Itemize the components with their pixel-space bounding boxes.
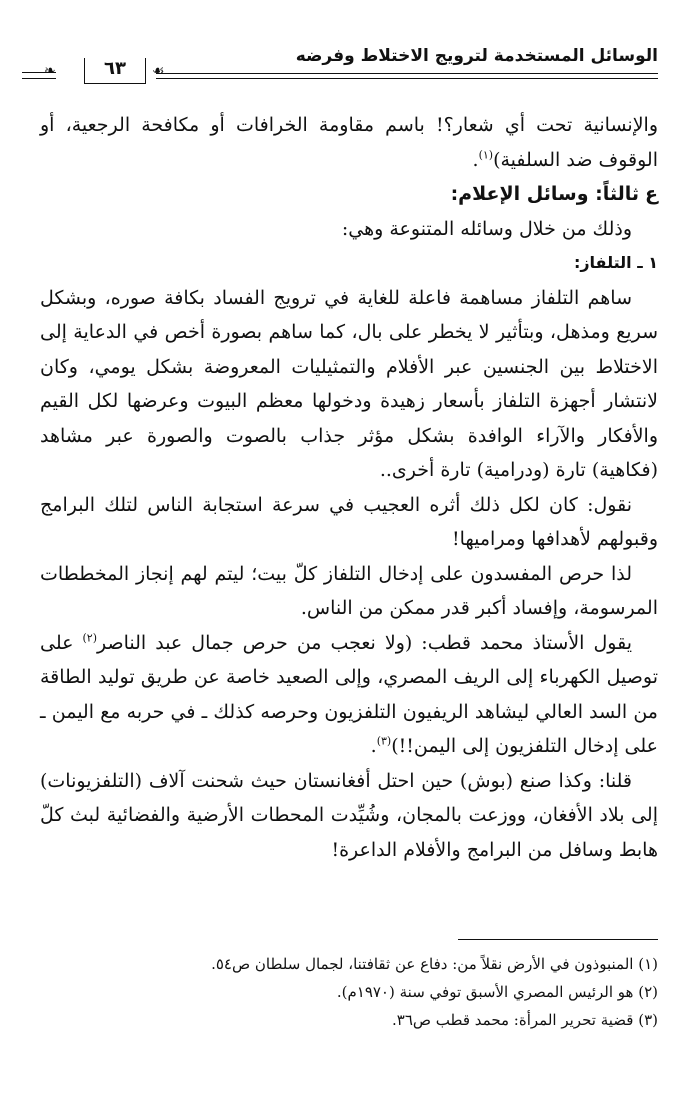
subheading-tv: ١ ـ التلفاز: <box>573 253 658 272</box>
paragraph-2: وذلك من خلال وسائله المتنوعة وهي: <box>341 217 632 240</box>
paragraph-6-text-b: على توصيل الكهرباء إلى الريف المصري، وإلى الصعيد خاصة عن طريق توليد الطاقة من السد العالي ليشاهد الريفيون التلفزيون وحرصه كذلك ـ في حربه مع اليمن ـ على إدخال التلفزيون إلى اليمن!!) <box>40 631 658 757</box>
paragraph-4: نقول: كان لكل ذلك أثره العجيب في سرعة استجابة الناس لتلك البرامج وقبولهم لأهدافها ومراميها! <box>40 493 658 550</box>
section-heading <box>40 177 658 212</box>
section-heading-prefix: ثالثاً <box>602 183 640 205</box>
ornament-left-icon: ❧ <box>44 63 56 79</box>
paragraph-3: ساهم التلفاز مساهمة فاعلة للغاية في ترويج الفساد بكافة صوره، وبشكل سريع ومذهل، وبتأثير لا يخطر على بال، كما ساهم بصورة أخص في الدعاية إلى الاختلاط بين الجنسين عبر الأفلام والتمثيليات المعروضة بشكل يومي، وكان لانتشار أجهزة التلفاز بأسعار زهيدة ودخولها معظم البيوت وعرضها لكل القيم والأفكار والآراء الوافدة بشكل مؤثر جذاب بالصوت والصورة عبر مشاهد (فكاهية) تارة (ودرامية) تارة أخرى.. <box>40 286 658 481</box>
footnote-1: (١) المنبوذون في الأرض نقلاً من: دفاع عن ثقافتنا، لجمال سلطان ص٥٤. <box>211 955 658 973</box>
section-heading-text: : وسائل الإعلام: <box>450 183 603 205</box>
paragraph-6-text-a: يقول الأستاذ محمد قطب: (ولا نعجب من حرص جمال عبد الناصر <box>97 631 632 654</box>
page-header <box>44 44 658 94</box>
paragraph-5: لذا حرص المفسدون على إدخال التلفاز كلّ بيت؛ ليتم لهم إنجاز المخططات المرسومة، وإفساد أكبر قدر ممكن من الناس. <box>40 562 658 619</box>
paragraph-1-end: . <box>472 148 479 171</box>
running-title: الوسائل المستخدمة لترويج الاختلاط وفرضه <box>295 46 658 66</box>
ornament-right-icon: ☙ <box>152 63 165 79</box>
footnote-ref-1: (١) <box>478 148 494 162</box>
footnotes <box>40 950 658 1034</box>
header-rule-thin <box>156 78 658 79</box>
paragraph-6 <box>40 626 658 764</box>
page-number-box <box>80 54 150 88</box>
footnote-3: (٣) قضية تحرير المرأة: محمد قطب ص٣٦. <box>392 1011 658 1029</box>
main-text <box>40 108 658 867</box>
footnote-2: (٢) هو الرئيس المصري الأسبق توفي سنة (١٩٧٠م). <box>336 983 658 1001</box>
footnote-rule <box>458 939 658 940</box>
paragraph-1-text: والإنسانية تحت أي شعار؟! باسم مقاومة الخرافات أو مكافحة الرجعية، أو الوقوف ضد السلفية) <box>40 114 658 171</box>
header-rule <box>156 73 658 74</box>
page-number: ٦٣ <box>104 58 126 79</box>
paragraph-1 <box>40 108 658 177</box>
paragraph-7: قلنا: وكذا صنع (بوش) حين احتل أفغانستان حيث شحنت آلاف (التلفزيونات) إلى بلاد الأفغان، ووزعت بالمجان، وشُيِّدت المحطات الأرضية والفضائية لبث كلّ هابط وسافل من البرامج والأفلام الداعرة! <box>40 769 658 861</box>
bullet-icon: ع <box>645 183 658 205</box>
footnote-ref-3: (٣) <box>376 734 392 748</box>
footnote-ref-2: (٢) <box>82 631 97 645</box>
paragraph-6-end: . <box>370 735 377 757</box>
